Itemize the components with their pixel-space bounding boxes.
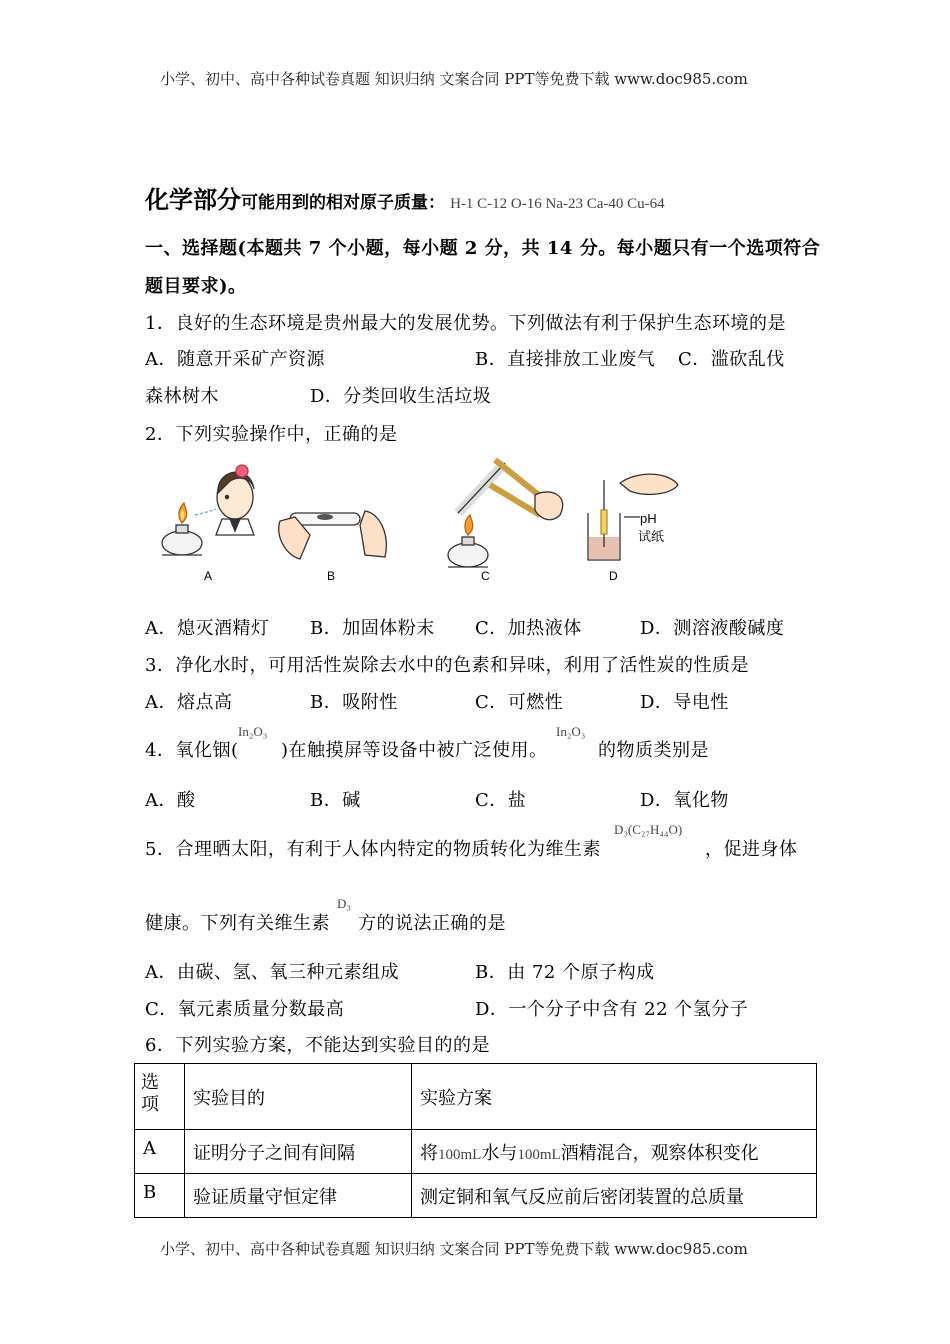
q2-figures xyxy=(150,455,830,590)
q5-option-c: C．氧元素质量分数最高 xyxy=(145,999,345,1020)
figure-b-adding-powder xyxy=(279,511,387,559)
q4-option-b: B．碱 xyxy=(310,790,361,811)
figure-label-b: B xyxy=(327,569,336,583)
q5-line2-part1: 健康。下列有关维生素 xyxy=(145,913,330,934)
row-b-plan: 测定铜和氧气反应前后密闭装置的总质量 xyxy=(412,1174,817,1218)
header-option-1: 选 xyxy=(141,1072,159,1093)
row-a-purpose: 证明分子之间有间隔 xyxy=(185,1130,412,1174)
q5-option-a: A．由碳、氢、氧三种元素组成 xyxy=(145,962,399,983)
q1-option-b: B．直接排放工业废气 xyxy=(475,349,656,370)
row-a-option: A xyxy=(135,1130,185,1174)
q3-option-c: C．可燃性 xyxy=(475,692,564,713)
q4-stem-part1: 4．氧化铟( xyxy=(145,740,239,761)
q1-stem: 1．良好的生态环境是贵州最大的发展优势。下列做法有利于保护生态环境的是 xyxy=(145,313,786,334)
q6-table xyxy=(134,1063,817,1218)
q2-option-b: B．加固体粉末 xyxy=(310,618,435,639)
header-purpose: 实验目的 xyxy=(185,1064,412,1130)
part1-heading-line2: 题目要求)。 xyxy=(145,276,247,297)
page-header: 小学、初中、高中各种试卷真题 知识归纳 文案合同 PPT等免费下载 www.doc985.com xyxy=(160,70,748,88)
table-row xyxy=(135,1174,817,1218)
figure-c-heating-liquid xyxy=(448,460,563,567)
q5-formula: D₃(C₂₇H₄₄O) xyxy=(614,822,683,837)
table-row xyxy=(135,1130,817,1174)
row-a-unit-2: 100mL xyxy=(517,1146,561,1163)
figure-d-measuring-ph xyxy=(588,474,678,560)
q4-stem-part2: )在触摸屏等设备中被广泛使用。 xyxy=(281,740,548,761)
q4-stem-part3: 的物质类别是 xyxy=(598,740,709,761)
q4-formula-2: In₂O₃ xyxy=(556,724,586,739)
row-a-plan-3: 酒精混合，观察体积变化 xyxy=(560,1142,759,1164)
figure-label-c: C xyxy=(481,569,490,583)
q4-formula-1: In₂O₃ xyxy=(238,724,268,739)
q1-option-c: C．滥砍乱伐 xyxy=(678,349,785,370)
q3-stem: 3．净化水时，可用活性炭除去水中的色素和异味，利用了活性炭的性质是 xyxy=(145,655,749,676)
figure-label-a: A xyxy=(204,569,213,583)
table-header-row xyxy=(135,1064,817,1130)
q5-stem-part2: ，促进身体 xyxy=(705,839,798,860)
row-b-option: B xyxy=(135,1174,185,1218)
header-option xyxy=(135,1064,185,1130)
header-plan: 实验方案 xyxy=(412,1064,817,1130)
figure-a-blowing-lamp xyxy=(162,465,254,555)
q5-line2-part2: 方的说法正确的是 xyxy=(358,913,506,934)
q2-option-a: A．熄灭酒精灯 xyxy=(145,618,270,639)
ph-paper-label: 试纸 xyxy=(638,529,665,544)
q1-option-d: D．分类回收生活垃圾 xyxy=(310,386,492,407)
section-title-main: 化学部分 xyxy=(145,185,241,214)
q1-option-c-cont: 森林树木 xyxy=(145,386,219,407)
part1-heading-line1: 一、选择题(本题共 7 个小题，每小题 2 分，共 14 分。每小题只有一个选项符合 xyxy=(145,238,821,259)
q4-option-d: D．氧化物 xyxy=(640,790,729,811)
q4-option-c: C．盐 xyxy=(475,790,527,811)
q5-stem-part1: 5．合理晒太阳，有利于人体内特定的物质转化为维生素 xyxy=(145,839,601,860)
q4-option-a: A．酸 xyxy=(145,790,196,811)
section-title xyxy=(145,180,665,215)
figure-label-d: D xyxy=(609,569,618,583)
q3-option-b: B．吸附性 xyxy=(310,692,398,713)
row-a-plan xyxy=(412,1130,817,1174)
q3-option-d: D．导电性 xyxy=(640,692,729,713)
row-a-plan-1: 将 xyxy=(420,1142,438,1164)
q3-option-a: A．熔点高 xyxy=(145,692,233,713)
q6-stem: 6．下列实验方案，不能达到实验目的的是 xyxy=(145,1035,490,1056)
q5-formula-short: D₃ xyxy=(337,896,351,911)
row-a-plan-2: 水与 xyxy=(481,1142,518,1164)
q2-option-c: C．加热液体 xyxy=(475,618,582,639)
q5-option-b: B．由 72 个原子构成 xyxy=(475,962,655,983)
ph-label: pH xyxy=(640,511,657,526)
atomic-mass-label: 可能用到的相对原子质量： xyxy=(241,193,445,213)
row-a-unit-1: 100mL xyxy=(438,1146,482,1163)
header-option-2: 项 xyxy=(141,1094,159,1115)
page-footer: 小学、初中、高中各种试卷真题 知识归纳 文案合同 PPT等免费下载 www.doc985.com xyxy=(160,1240,748,1258)
q1-option-a: A．随意开采矿产资源 xyxy=(145,349,325,370)
row-b-purpose: 验证质量守恒定律 xyxy=(185,1174,412,1218)
q2-stem: 2．下列实验操作中，正确的是 xyxy=(145,424,398,445)
atomic-mass-values: H-1 C-12 O-16 Na-23 Ca-40 Cu-64 xyxy=(450,196,665,212)
q5-option-d: D．一个分子中含有 22 个氢分子 xyxy=(475,999,749,1020)
q2-option-d: D．测溶液酸碱度 xyxy=(640,618,785,639)
